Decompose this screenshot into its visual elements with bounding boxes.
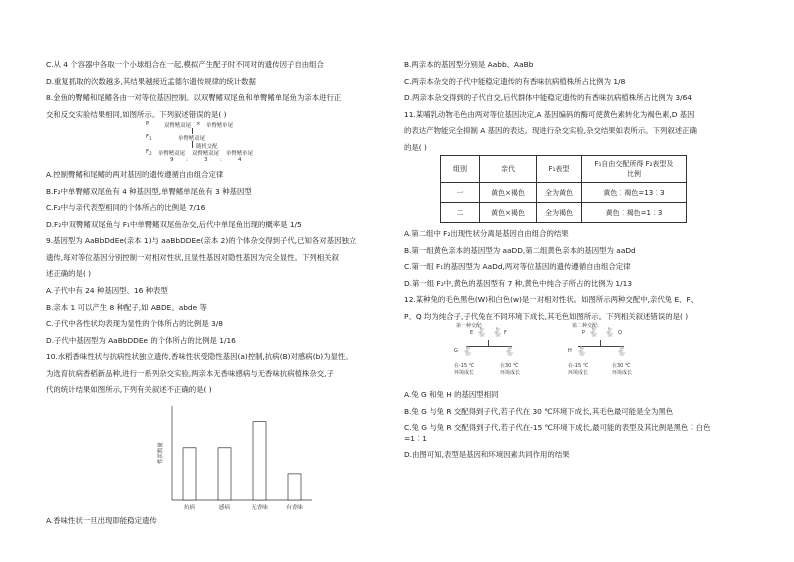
th-f2 (582, 156, 687, 183)
q11-stem-line-2: 的表达产物能完全抑制 A 基因的表达。现进行杂交实验,杂交结果如表所示。下列叙述正确 (404, 126, 697, 136)
env-4-line-2: 环境成长 (612, 370, 633, 377)
f1-phenotype: 单臀鳍双尾 (178, 135, 205, 142)
f2-ratio-2: 3 (204, 156, 208, 163)
q10-option-b: B.两亲本的基因型分别是 Aabb、AaBb (404, 60, 534, 69)
q9-option-a: A.子代中有 24 种基因型、16 种表型 (46, 285, 168, 295)
q11-genetics-table (440, 155, 687, 223)
q9-stem-line-1: 9.基因型为 AaBbDdEe(亲本 1)与 aaBbDDEe(亲本 2)的个体杂交得到子代,已知各对基因独立 (46, 236, 357, 246)
p-label: P (146, 120, 150, 127)
q10-stem-line-3: 代的统计结果如图所示,下列有关叙述不正确的是( ) (46, 385, 212, 395)
rabbit-e-label: E (470, 330, 474, 337)
rabbit-f-icon: 🐇 (492, 328, 504, 339)
q8-option-d: D.F₂中双臀鳍双尾鱼与 F₁中单臀鳍双尾鱼杂交,后代中单尾鱼出现的概率是 1/5 (46, 219, 302, 229)
q12-rabbit-diagram (404, 318, 754, 384)
q10-option-d: D.两亲本杂交得到的子代自交,后代群体中能稳定遗传的有香味抗病植株所占比例为 3/64 (404, 93, 693, 103)
left-column (46, 60, 386, 532)
q8-stem-line-2: 交和反交实验结果相同,如图所示。下列叙述错误的是( ) (46, 109, 227, 119)
q9-stem-line-3: 述正确的是( ) (46, 269, 92, 279)
cross-1-title: 第一种交配: (456, 323, 483, 330)
y-axis-label: 性状数量 (158, 441, 164, 464)
cell-f1: 全为褐色 (537, 203, 582, 223)
cell-parent: 黄色×褐色 (480, 183, 537, 203)
p-parent-b: 单臀鳍单尾 (206, 122, 233, 129)
q7-option-c: C.从 4 个容器中各取一个小球组合在一起,模拟产生配子时不同对的遗传因子自由组合 (46, 60, 324, 69)
q10-stem-line-2: 为选育抗病香稻新品种,进行一系列杂交实验,两亲本无香味感病与无香味抗病植株杂交,子 (46, 368, 334, 378)
cross-2-title: 第二种交配: (572, 323, 599, 330)
f1-mating-note: 随机交配 (196, 143, 218, 150)
cell-f1: 全为黄色 (537, 183, 582, 203)
env-1-line-2: 环境成长 (454, 370, 475, 377)
q11-option-d: D.第一组 F₂中,黄色的基因型有 7 种,黄色中纯合子所占的比例为 1/13 (404, 278, 633, 288)
f1-label: $F_1$ (146, 133, 152, 141)
q12-option-b: B.兔 G 与兔 R 交配得到子代,若子代在 30 ℃环境下成长,其毛色最可能是全为黑色 (404, 406, 674, 416)
q11-option-c: C.第一组 F₁的基因型为 AaDd,两对等位基因的遗传遵循自由组合定律 (404, 262, 631, 272)
q12-stem-line-1: 12.某种兔的毛色黑色(W)和白色(w)是一对相对性状。如图所示两种交配中,亲代兔 E、F、 (404, 295, 699, 305)
q11-option-a: A.第二组中 F₂出现性状分离是基因自由组合的结果 (404, 229, 569, 239)
f2-ratio-3: 4 (238, 156, 242, 163)
f2-ratio-sep-1: : (186, 156, 188, 163)
th-f2-line-2: 比例 (627, 170, 641, 179)
p-parent-a: 双臀鳍双尾 (164, 122, 191, 129)
p-cross-symbol: × (196, 120, 201, 127)
f2-phenotype-1: 单臀鳍双尾 (158, 150, 185, 157)
env-1-line-1: 在-15 ℃ (454, 363, 475, 370)
env-3-line-2: 环境成长 (568, 370, 589, 377)
q12-option-c-line-1: C.兔 G 与兔 R 交配得到子代,若子代在-15 ℃环境下成长,最可能的表型及其比例是黑色︰白色 (404, 423, 711, 433)
bar-2 (218, 447, 231, 499)
q8-option-b: B.F₂中单臀鳍双尾鱼有 4 种基因型,单臀鳍单尾鱼有 3 种基因型 (46, 186, 252, 196)
bar-1 (183, 447, 196, 499)
q12-stem-line-2: P、Q 均为纯合子,子代兔在不同环境下成长,其毛色如图所示。下列相关叙述错误的是( ) (404, 311, 689, 321)
f1-arrow-line (192, 141, 193, 148)
q11-stem-line-3: 的是( ) (404, 142, 427, 152)
q12-option-c-line-2: =1︰1 (404, 433, 427, 443)
q10-bar-chart (46, 396, 386, 516)
cell-f2: 黄色︰褐色=1︰3 (582, 203, 687, 223)
cell-group: 一 (441, 183, 480, 203)
cell-group: 二 (441, 203, 480, 223)
cell-f2: 黄色︰褐色=13︰3 (582, 183, 687, 203)
rabbit-g-label: G (454, 348, 458, 355)
q9-option-c: C.子代中各性状均表现为显性的个体所占的比例是 3/8 (46, 319, 223, 329)
th-f2-line-1: F₁自由交配所得 F₂表型及 (594, 160, 674, 169)
rabbit-offspring-2-icon: 🐇 (616, 347, 628, 358)
q12-option-a: A.兔 G 和兔 H 的基因型相同 (404, 390, 499, 400)
q8-stem-line-1: 8.金鱼的臀鳍和尾鳍各由一对等位基因控制。以双臀鳍双尾鱼和单臀鳍单尾鱼为亲本进行正 (46, 93, 342, 103)
q10-bar-chart-svg (46, 396, 386, 516)
q7-option-d: D.重复抓取的次数越多,其结果越接近孟德尔遗传规律的统计数据 (46, 76, 256, 86)
x-tick-label: 无香味 (251, 504, 268, 511)
q9-option-d: D.子代中基因型为 AaBbDDEe 的个体所占的比例是 1/16 (46, 335, 236, 345)
env-2-line-1: 在30 ℃ (500, 363, 519, 370)
th-parent: 亲代 (480, 156, 537, 183)
bar-4 (288, 474, 301, 500)
q8-option-a: A.控制臀鳍和尾鳍的两对基因的遗传遵循自由组合定律 (46, 169, 224, 179)
f2-phenotype-3: 单臀鳍单尾 (226, 150, 253, 157)
rabbit-f-label: F (504, 330, 507, 337)
table-row (441, 203, 687, 223)
rabbit-q-icon: 🐇 (604, 328, 616, 339)
rabbit-offspring-1-icon: 🐇 (504, 347, 516, 358)
rabbit-p-label: P (582, 330, 586, 337)
q8-option-c: C.F₂中与亲代表型相同的个体所占的比例是 7/16 (46, 203, 206, 213)
right-column (404, 60, 754, 467)
env-2-line-2: 环境成长 (500, 370, 521, 377)
f2-ratio-1: 9 (170, 156, 174, 163)
q9-option-b: B.亲本 1 可以产生 8 种配子,如 ABDE、abde 等 (46, 302, 207, 312)
cell-parent: 黄色×褐色 (480, 203, 537, 223)
bar-3 (253, 421, 266, 499)
q10-option-a: A.香味性状一旦出现即能稳定遗传 (46, 515, 157, 525)
rabbit-p-icon: 🐇 (588, 328, 600, 339)
env-3-line-1: 在-15 ℃ (568, 363, 589, 370)
x-tick-label: 有香味 (286, 504, 303, 511)
q8-cross-diagram (46, 116, 386, 164)
q9-stem-line-2: 遗传,每对等位基因分别控制一对相对性状,且显性基因对隐性基因为完全显性。下列相关叙 (46, 252, 339, 262)
q10-stem-line-1: 10.水稻香味性状与抗病性状独立遗传,香味性状受隐性基因(a)控制,抗病(B)对感病(b)为显性。 (46, 352, 353, 362)
q12-option-d: D.由图可知,表型是基因和环境因素共同作用的结果 (404, 450, 570, 460)
f2-label: $F_2$ (146, 148, 152, 156)
q11-option-b: B.第一组黄色亲本的基因型为 aaDD,第二组黄色亲本的基因型为 aaDd (404, 245, 636, 255)
f2-ratio-sep-2: : (220, 156, 222, 163)
th-f1: F₁表型 (537, 156, 582, 183)
f2-phenotype-2: 双臀鳍双尾 (192, 150, 219, 157)
rabbit-h-icon: 🐇 (576, 347, 588, 358)
x-tick-label: 抗病 (183, 504, 196, 511)
q10-option-c: C.两亲本杂交的子代中能稳定遗传的有香味抗病植株所占比例为 1/8 (404, 76, 626, 86)
table-header-row (441, 156, 687, 183)
rabbit-g-icon: 🐇 (462, 347, 474, 358)
env-4-line-1: 在30 ℃ (612, 363, 631, 370)
x-tick-label: 感病 (218, 504, 231, 511)
table-row (441, 183, 687, 203)
rabbit-q-label: Q (618, 330, 622, 337)
th-group: 组别 (441, 156, 480, 183)
rabbit-e-icon: 🐇 (476, 328, 488, 339)
q11-stem-line-1: 11.某哺乳动物毛色由两对等位基因决定,A 基因编码的酶可使黄色素转化为褐色素,D 基因 (404, 109, 695, 119)
rabbit-h-label: H (568, 348, 572, 355)
